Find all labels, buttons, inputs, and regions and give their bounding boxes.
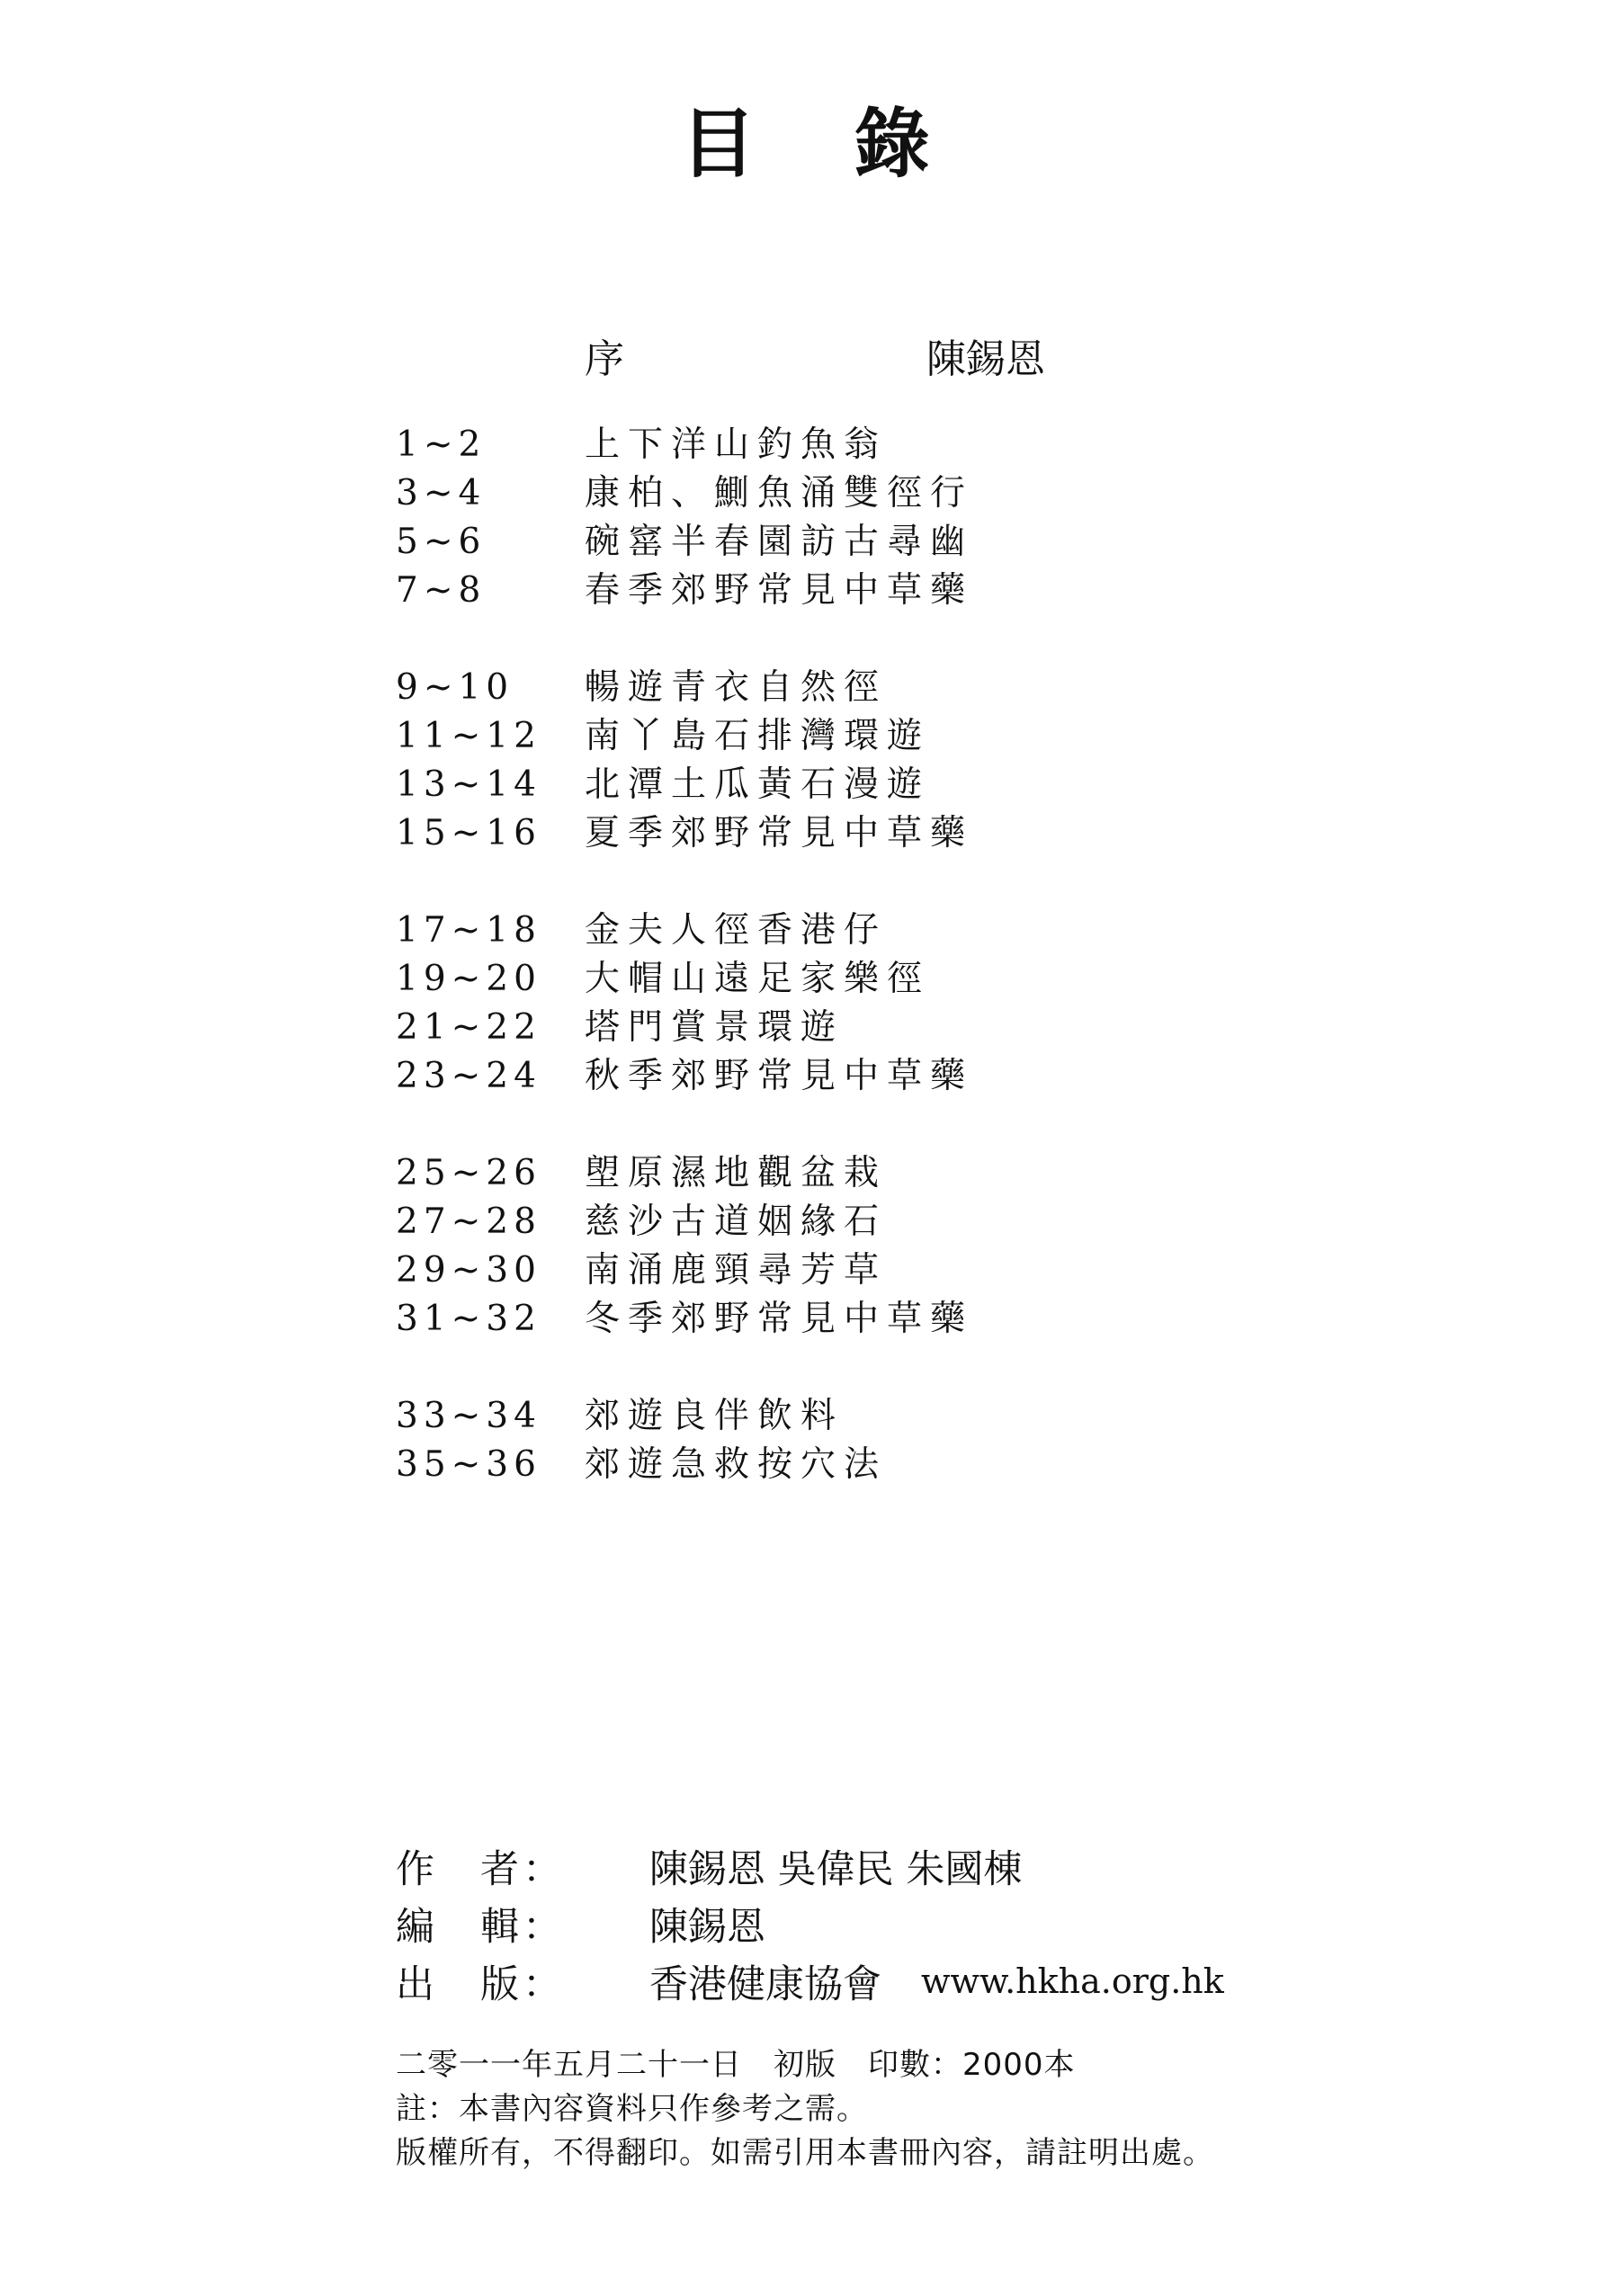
toc-entry-pages: 25~26 xyxy=(396,1153,541,1193)
toc-entry xyxy=(396,1004,973,1052)
toc-entry-pages: 31~32 xyxy=(396,1299,541,1339)
toc-entry xyxy=(396,1295,973,1344)
toc-entry-title: 碗窰半春園訪古尋幽 xyxy=(585,522,974,562)
publication-notes xyxy=(396,2043,1214,2175)
toc-entry-pages: 13~14 xyxy=(396,764,541,805)
toc-entry-title: 夏季郊野常見中草藥 xyxy=(585,813,974,853)
credit-row-publisher xyxy=(396,1952,1224,2010)
toc-entry-title: 南涌鹿頸尋芳草 xyxy=(585,1250,888,1291)
toc-entry xyxy=(396,1441,973,1489)
toc-entry-pages: 23~24 xyxy=(396,1056,541,1096)
toc-entry xyxy=(396,809,973,858)
table-of-contents xyxy=(396,421,973,1538)
toc-entry-title: 金夫人徑香港仔 xyxy=(585,910,888,951)
toc-entry xyxy=(396,469,973,518)
toc-entry xyxy=(396,518,973,567)
toc-entry xyxy=(396,1246,973,1295)
toc-group-summer xyxy=(396,664,973,858)
toc-entry-title: 郊遊急救按穴法 xyxy=(585,1444,888,1485)
preface-author: 陳錫恩 xyxy=(926,336,1045,382)
publisher-label: 出 版： xyxy=(396,1961,565,2007)
toc-entry-title: 塔門賞景環遊 xyxy=(585,1007,845,1048)
edition-note: 二零一一年五月二十一日 初版 印數：2000本 xyxy=(396,2047,1076,2083)
toc-entry-pages: 15~16 xyxy=(396,813,541,853)
editor-label: 編 輯： xyxy=(396,1904,565,1950)
disclaimer-note: 註：本書內容資料只作參考之需。 xyxy=(396,2091,868,2127)
toc-entry-pages: 3~4 xyxy=(396,473,487,514)
toc-entry-pages: 1~2 xyxy=(396,424,487,465)
credit-row-editor xyxy=(396,1895,1224,1952)
toc-group-winter xyxy=(396,1149,973,1344)
publisher-url: www.hkha.org.hk xyxy=(921,1961,1224,2001)
toc-entry xyxy=(396,761,973,809)
toc-entry-title: 大帽山遠足家樂徑 xyxy=(585,959,931,999)
toc-entry-pages: 19~20 xyxy=(396,959,541,999)
toc-entry-title: 慈沙古道姻緣石 xyxy=(585,1202,888,1242)
credit-row-author xyxy=(396,1837,1224,1895)
editor-value: 陳錫恩 xyxy=(649,1904,765,1950)
publisher-value: 香港健康協會 xyxy=(649,1961,881,2007)
toc-entry-pages: 17~18 xyxy=(396,910,541,951)
toc-group-extras xyxy=(396,1392,973,1489)
toc-group-spring xyxy=(396,421,973,615)
toc-entry xyxy=(396,907,973,955)
toc-entry xyxy=(396,664,973,712)
toc-group-autumn xyxy=(396,907,973,1101)
author-label: 作 者： xyxy=(396,1846,565,1892)
toc-entry-title: 秋季郊野常見中草藥 xyxy=(585,1056,974,1096)
toc-entry xyxy=(396,1052,973,1101)
toc-entry-title: 冬季郊野常見中草藥 xyxy=(585,1299,974,1339)
page-title: 目 錄 xyxy=(680,99,966,188)
author-value: 陳錫恩 吳偉民 朱國棟 xyxy=(649,1846,1023,1892)
credits-block xyxy=(396,1837,1224,2010)
toc-entry xyxy=(396,955,973,1004)
preface-line xyxy=(585,336,1045,382)
toc-entry-title: 上下洋山釣魚翁 xyxy=(585,424,888,465)
toc-entry xyxy=(396,1198,973,1246)
toc-entry-pages: 7~8 xyxy=(396,570,487,611)
toc-entry-title: 北潭土瓜黃石漫遊 xyxy=(585,764,931,805)
toc-entry-title: 暢遊青衣自然徑 xyxy=(585,667,888,708)
toc-entry-title: 郊遊良伴飲料 xyxy=(585,1396,845,1436)
toc-entry-title: 康柏、鰂魚涌雙徑行 xyxy=(585,473,974,514)
toc-entry-pages: 9~10 xyxy=(396,667,514,708)
preface-label: 序 xyxy=(585,336,624,382)
toc-entry-pages: 5~6 xyxy=(396,522,487,562)
toc-entry xyxy=(396,1149,973,1198)
toc-entry xyxy=(396,567,973,615)
toc-entry-title: 南丫島石排灣環遊 xyxy=(585,716,931,756)
copyright-note: 版權所有，不得翻印。如需引用本書冊內容，請註明出處。 xyxy=(396,2135,1214,2171)
toc-entry-title: 春季郊野常見中草藥 xyxy=(585,570,974,611)
toc-entry-pages: 27~28 xyxy=(396,1202,541,1242)
toc-entry-pages: 35~36 xyxy=(396,1444,541,1485)
toc-entry-pages: 21~22 xyxy=(396,1007,541,1048)
toc-entry-title: 塱原濕地觀盆栽 xyxy=(585,1153,888,1193)
toc-entry-pages: 33~34 xyxy=(396,1396,541,1436)
toc-entry xyxy=(396,1392,973,1441)
toc-entry-pages: 29~30 xyxy=(396,1250,541,1291)
toc-entry-pages: 11~12 xyxy=(396,716,541,756)
toc-entry xyxy=(396,712,973,761)
toc-entry xyxy=(396,421,973,469)
